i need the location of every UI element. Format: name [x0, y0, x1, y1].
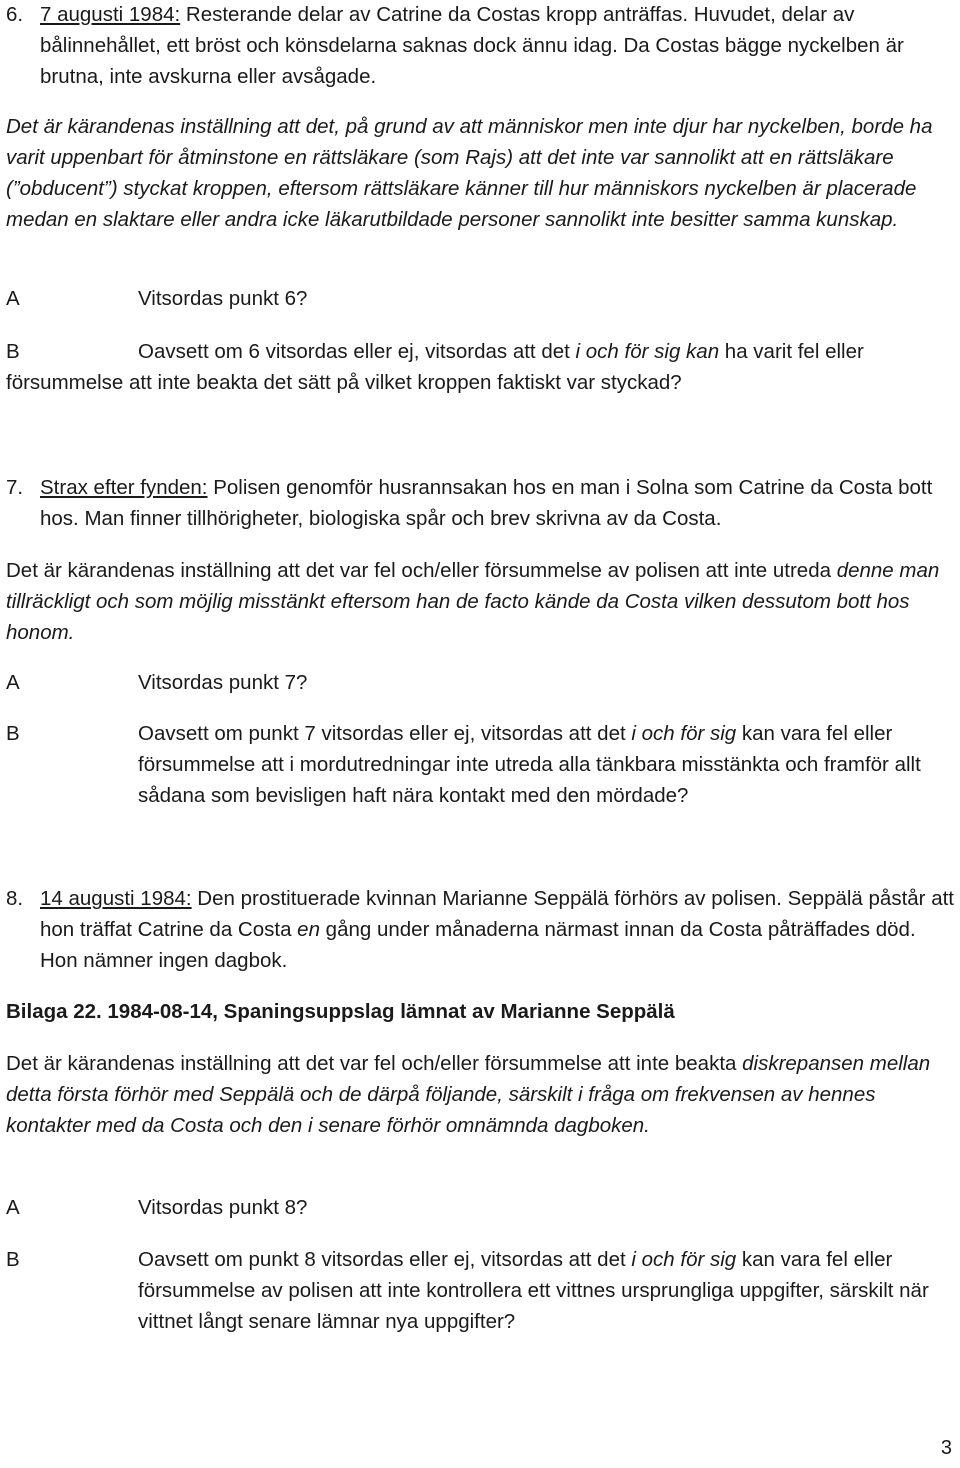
- item-6-claim: Det är kärandenas inställning att det, på grund av att människor men inte djur har nyckelben, borde ha varit uppenbart för åtminstone en rättsläkare (som Rajs) att det inte var sannolikt att en rättsläkare (”obducent”) styckat kroppen, eftersom rättsläkare känner till hur människors nyckelben är placerade medan en slaktare eller andra icke läkarutbildade personer sannolikt inte besitter samma kunskap.: [6, 115, 933, 231]
- item-8-number: 8.: [6, 887, 24, 910]
- item-7-number: 7.: [6, 476, 24, 499]
- page-number: 3: [940, 1437, 952, 1459]
- item-6-b-text-italic: i och för sig kan: [575, 340, 720, 363]
- item-6-header: [6, 0, 954, 92]
- item-7-question-a: [6, 667, 954, 698]
- item-6-a-text: Vitsordas punkt 6?: [138, 287, 308, 310]
- item-6-b-label: B: [6, 340, 20, 363]
- item-6-b-text-1: Oavsett om 6 vitsordas eller ej, vitsordas att det: [138, 340, 576, 363]
- item-7-a-label: A: [6, 671, 20, 694]
- item-8-text-1: Den prostituerade kvinnan Marianne Seppälä förhörs av polisen. Seppälä påstår att hon träffat Catrine da Costa: [40, 887, 954, 941]
- item-6-date: 7 augusti 1984:: [40, 3, 181, 26]
- item-7-b-text-italic: i och för sig: [631, 722, 737, 745]
- item-7-date: Strax efter fynden:: [40, 476, 208, 499]
- item-6-question-a: [6, 283, 954, 314]
- item-7-header: [6, 472, 954, 534]
- item-6-text: Resterande delar av Catrine da Costas kropp anträffas. Huvudet, delar av bålinnehållet, ett bröst och könsdelarna saknas dock ännu idag. Da Costas bägge nyckelben är brutna, inte avskurna eller avsågade.: [40, 3, 904, 88]
- item-7-claim: [6, 555, 954, 648]
- item-8-text-italic: en: [297, 918, 320, 941]
- item-7-a-text: Vitsordas punkt 7?: [138, 671, 308, 694]
- item-8-bilaga-heading: Bilaga 22. 1984-08-14, Spaningsuppslag lämnat av Marianne Seppälä: [6, 1000, 675, 1023]
- item-7-question-b: [6, 718, 954, 811]
- item-6-question-b: [6, 336, 954, 398]
- item-7-claim-2: denne man tillräckligt och som möjlig misstänkt eftersom han de facto kände da Costa vilken dessutom bott hos honom.: [6, 559, 940, 644]
- item-8-b-text-1: Oavsett om punkt 8 vitsordas eller ej, vitsordas att det: [138, 1248, 632, 1271]
- item-8-claim-1: Det är kärandenas inställning att det var fel och/eller försummelse att inte beakta: [6, 1052, 737, 1075]
- item-8-claim: [6, 1048, 954, 1141]
- item-8-header: [6, 883, 954, 976]
- item-8-b-text-italic: i och för sig: [631, 1248, 737, 1271]
- item-8-question-b: [6, 1244, 954, 1337]
- item-6-b-text-2: ha varit fel eller försummelse att inte beakta det sätt på vilket kroppen faktiskt var styckad?: [6, 340, 864, 394]
- item-7-b-text-2: kan vara fel eller försummelse att i mordutredningar inte utreda alla tänkbara misstänkta och framför allt sådana som bevisligen haft nära kontakt med den mördade?: [138, 722, 921, 807]
- item-7-b-text-1: Oavsett om punkt 7 vitsordas eller ej, vitsordas att det: [138, 722, 632, 745]
- item-8-claim-2: diskrepansen mellan detta första förhör med Seppälä och de därpå följande, särskilt i fråga om frekvensen av hennes kontakter med da Costa och den i senare förhör omnämnda dagboken.: [6, 1052, 931, 1137]
- item-8-b-text-2: kan vara fel eller försummelse av polisen att inte kontrollera ett vittnes ursprungliga uppgifter, särskilt när vittnet långt senare lämnar nya uppgifter?: [138, 1248, 929, 1333]
- item-7-b-label: B: [6, 722, 20, 745]
- item-8-text-2: gång under månaderna närmast innan da Costa påträffades död. Hon nämner ingen dagbok.: [40, 918, 916, 972]
- item-6-number: 6.: [6, 3, 24, 26]
- item-8-question-a: [6, 1192, 954, 1223]
- item-8-a-text: Vitsordas punkt 8?: [138, 1196, 308, 1219]
- item-8-b-label: B: [6, 1248, 20, 1271]
- item-7-text: Polisen genomför husrannsakan hos en man i Solna som Catrine da Costa bott hos. Man finner tillhörigheter, biologiska spår och brev skrivna av da Costa.: [40, 476, 933, 530]
- item-8-date: 14 augusti 1984:: [40, 887, 192, 910]
- item-7-claim-1: Det är kärandenas inställning att det var fel och/eller försummelse av polisen att inte utreda: [6, 559, 837, 582]
- item-8-a-label: A: [6, 1196, 20, 1219]
- item-6-a-label: A: [6, 287, 20, 310]
